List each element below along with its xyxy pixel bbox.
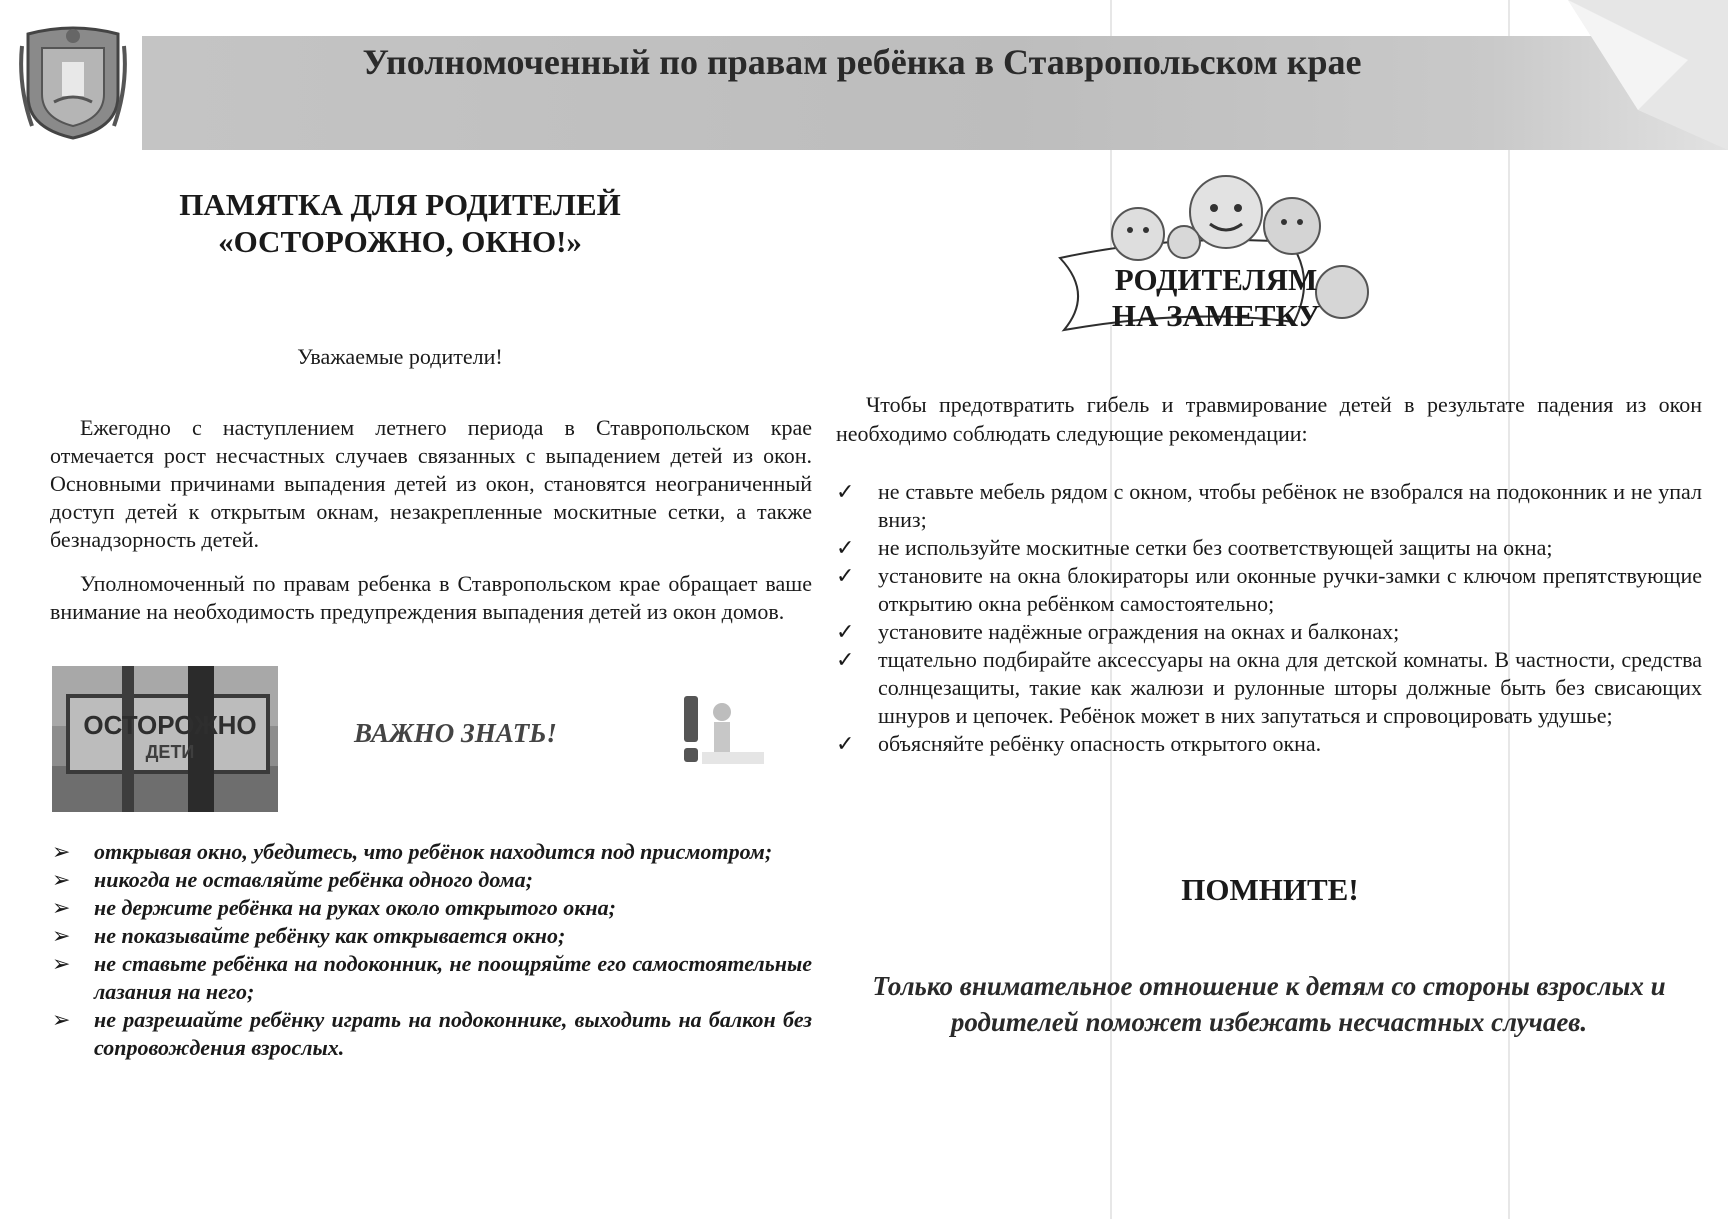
recommendations-intro: Чтобы предотвратить гибель и травмирование детей в результате падения из окон необходимо соблюдать следующие рекомендации: [836, 392, 1702, 446]
list-item: ✓ тщательно подбирайте аксессуары на окна для детской комнаты. В частности, средства солнцезащиты, такие как жалюзи и рулонные шторы должные быть без свисающих шнуров и цепочек. Ребёнок может в них запутаться и спровоцировать удушье; [836, 647, 1702, 728]
caution-sign-subtext: ДЕТИ [145, 742, 195, 762]
memo-title-line1: ПАМЯТКА ДЛЯ РОДИТЕЛЕЙ [179, 187, 621, 222]
intro-paragraph-1: Ежегодно с наступлением летнего периода в Ставропольском крае отмечается рост несчастных случаев связанных с выпадением детей из окон. Основными причинами выпадения детей из окон, становятся неограниченный доступ детей к открытым окнам, незакрепленные москитные сетки, а также безнадзорность детей. [50, 415, 812, 552]
remember-heading: ПОМНИТЕ! [1181, 872, 1359, 907]
safety-tips-list [50, 838, 812, 1062]
list-item: ✓ установите на окна блокираторы или оконные ручки-замки с ключом препятствующие открытию окна ребёнком самостоятельно; [836, 563, 1702, 616]
check-icon: ✓ [836, 647, 855, 672]
check-icon: ✓ [836, 479, 855, 504]
list-item: ✓ не используйте москитные сетки без соответствующей защиты на окна; [836, 535, 1553, 560]
closing-statement: Только внимательное отношение к детям со стороны взрослых и родителей поможет избежать несчастных случаев. [872, 971, 1666, 1037]
list-item: ✓ не ставьте мебель рядом с окном, чтобы ребёнок не взобрался на подоконник и не упал вниз; [836, 479, 1702, 532]
list-item: ✓ установите надёжные ограждения на окнах и балконах; [836, 619, 1400, 644]
check-icon: ✓ [836, 563, 855, 588]
caution-sign-text: ОСТОРОЖНО [83, 710, 257, 740]
parents-note-banner [1102, 262, 1330, 334]
exclamation-icon [674, 692, 768, 766]
list-item: ➢ никогда не оставляйте ребёнка одного дома; [52, 867, 533, 892]
greeting: Уважаемые родители! [297, 344, 503, 369]
list-item: ➢ не разрешайте ребёнку играть на подоконнике, выходить на балкон без сопровождения взрослых. [52, 1007, 812, 1060]
list-item: ➢ не показывайте ребёнку как открывается окно; [52, 923, 566, 948]
list-item: ✓ объясняйте ребёнку опасность открытого окна. [836, 731, 1322, 756]
memo-title [60, 186, 740, 260]
list-item: ➢ открывая окно, убедитесь, что ребёнок находится под присмотром; [52, 839, 773, 864]
banner-line1: РОДИТЕЛЯМ [1114, 262, 1318, 297]
recommendations-list [836, 478, 1702, 758]
caution-children-photo [52, 666, 278, 812]
check-icon: ✓ [836, 535, 855, 560]
coat-of-arms-icon [18, 26, 128, 142]
important-label: ВАЖНО ЗНАТЬ! [354, 718, 557, 748]
list-item: ➢ не держите ребёнка на руках около открытого окна; [52, 895, 616, 920]
header-title: Уполномоченный по правам ребёнка в Ставропольском крае [362, 42, 1362, 82]
memo-title-line2: «ОСТОРОЖНО, ОКНО!» [218, 224, 582, 259]
banner-line2: НА ЗАМЕТКУ [1111, 298, 1321, 333]
intro-paragraph-2: Уполномоченный по правам ребенка в Ставропольском крае обращает ваше внимание на необходимость предупреждения выпадения детей из окон домов. [50, 571, 812, 624]
check-icon: ✓ [836, 619, 855, 644]
check-icon: ✓ [836, 731, 855, 756]
list-item: ➢ не ставьте ребёнка на подоконник, не поощряйте его самостоятельные лазания на него; [52, 951, 812, 1004]
